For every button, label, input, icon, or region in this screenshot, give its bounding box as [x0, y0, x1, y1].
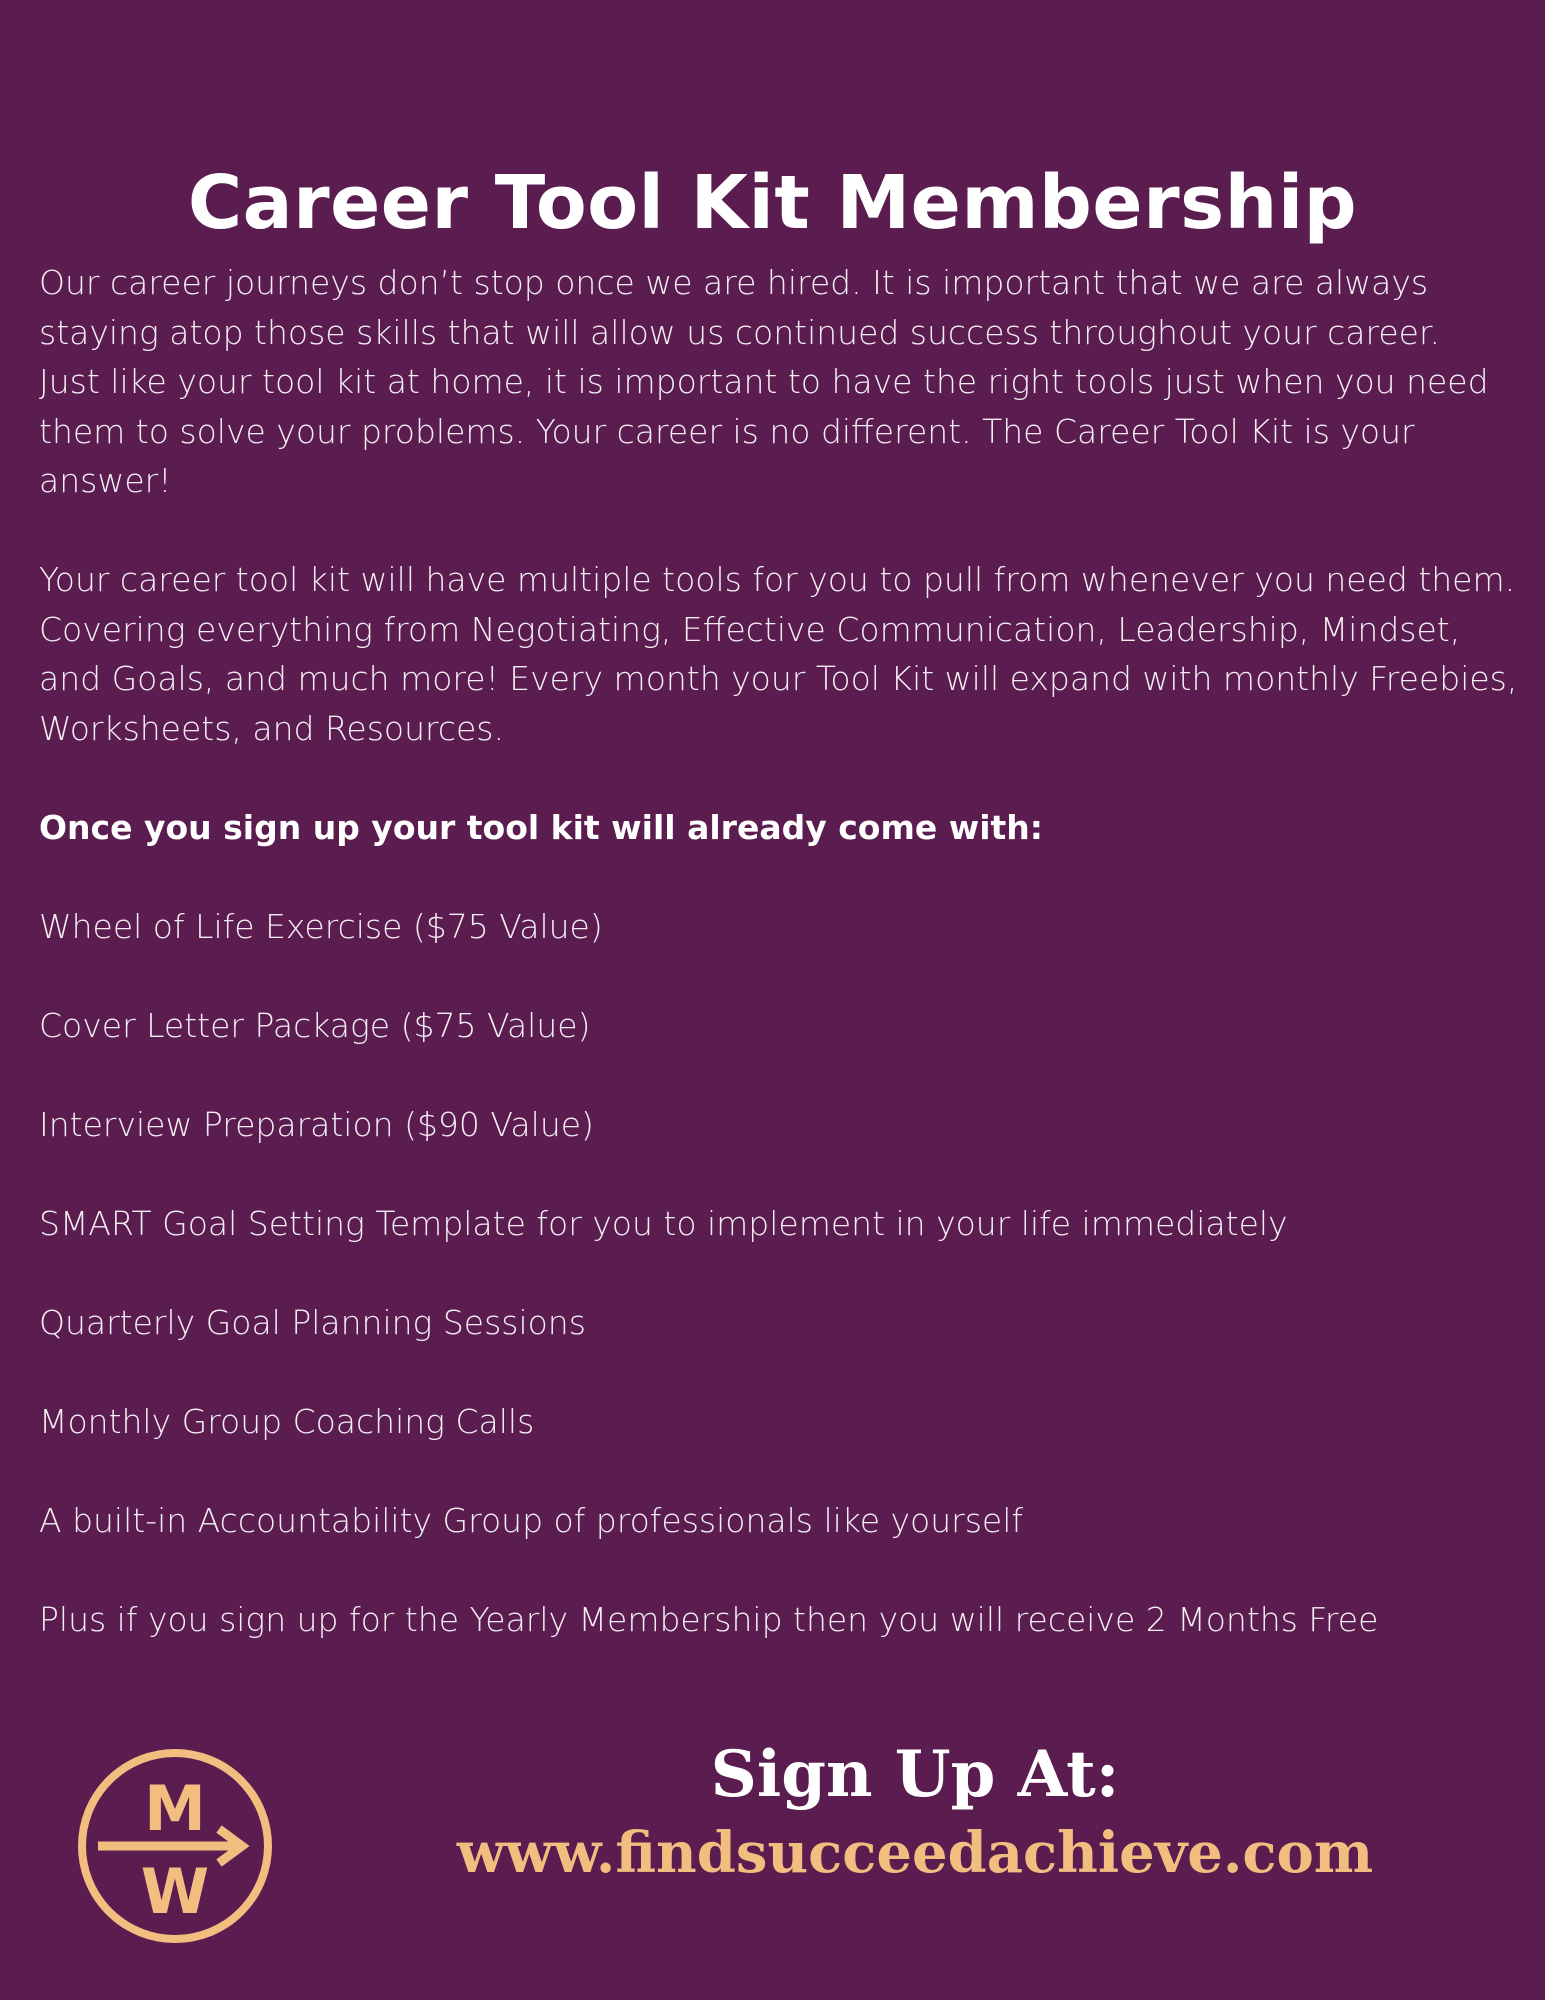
list-item: Monthly Group Coaching Calls — [39, 1401, 535, 1441]
body-content — [39, 258, 1528, 1644]
logo-graphic — [76, 1747, 274, 1945]
signup-label: Sign Up At: — [710, 1737, 1120, 1812]
spacer — [39, 1545, 1519, 1595]
list-item: Interview Preparation ($90 Value) — [39, 1104, 594, 1144]
page-title: Career Tool Kit Membership — [187, 160, 1358, 246]
intro-paragraph-1: Our career journeys don’t stop once we are hired. It is important that we are always staying atop those skills that will allow us continued success throughout your career. — [39, 263, 1440, 352]
tools-paragraph: Your career tool kit will have multiple tools for you to pull from whenever you need them. Covering everything from Negotiating, Effective Communication, Leadership, Mindset, and Goals, and much more! Every month your Tool Kit will expand with monthly Freebies, Worksheets, and Resources. — [39, 560, 1528, 748]
logo-letter-top: M — [144, 1772, 206, 1845]
spacer — [39, 753, 1519, 803]
spacer — [39, 1149, 1519, 1199]
spacer — [39, 1248, 1519, 1298]
signup-url-link[interactable]: www.findsucceedachieve.com — [456, 1820, 1374, 1886]
logo-letter-bottom: W — [140, 1855, 210, 1928]
list-item: Cover Letter Package ($75 Value) — [39, 1005, 591, 1045]
spacer — [39, 951, 1519, 1001]
list-item: SMART Goal Setting Template for you to implement in your life immediately — [39, 1203, 1288, 1243]
brand-logo — [76, 1747, 274, 1945]
spacer — [39, 506, 1519, 556]
list-item: Quarterly Goal Planning Sessions — [39, 1302, 586, 1342]
spacer — [39, 852, 1519, 902]
list-item: A built-in Accountability Group of professionals like yourself — [39, 1500, 1023, 1540]
spacer — [39, 1446, 1519, 1496]
intro-paragraph-2: Just like your tool kit at home, it is important to have the right tools just when you need them to solve your problems. Your career is no different. The Career Tool Kit is your answer! — [39, 362, 1500, 500]
spacer — [39, 1050, 1519, 1100]
included-heading: Once you sign up your tool kit will already come with: — [39, 807, 1043, 847]
list-item: Wheel of Life Exercise ($75 Value) — [39, 906, 603, 946]
list-item: Plus if you sign up for the Yearly Membership then you will receive 2 Months Free — [39, 1599, 1379, 1639]
signup-section — [380, 1732, 1450, 1888]
spacer — [39, 1347, 1519, 1397]
